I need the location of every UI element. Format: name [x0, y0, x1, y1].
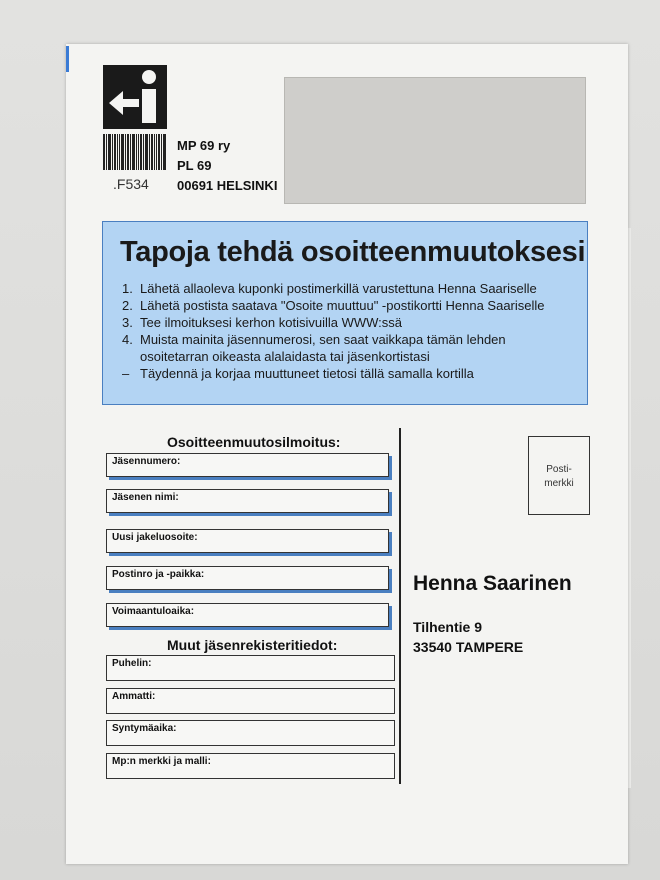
arrow-left-i-logo-icon	[103, 65, 167, 129]
info-title: Tapoja tehdä osoitteenmuutoksesi	[120, 236, 586, 268]
form-heading-address-change: Osoitteenmuutosilmoitus:	[167, 434, 341, 450]
stamp-box	[528, 436, 590, 515]
sender-address	[177, 136, 277, 196]
info-item: 2. Lähetä postista saatava "Osoite muuttuu" -postikortti Henna Saariselle	[122, 298, 545, 313]
form-heading-other-info: Muut jäsenrekisteritiedot:	[167, 637, 338, 653]
field-effective-date[interactable]: Voimaantuloaika:	[106, 603, 389, 627]
blue-edge-strip	[66, 46, 69, 72]
field-birth-date[interactable]: Syntymäaika:	[106, 720, 395, 746]
sender-po-box: PL 69	[177, 158, 212, 173]
recipient-address	[413, 617, 523, 657]
stamp-label: Posti- merkki	[544, 464, 574, 489]
field-postal-code[interactable]: Postinro ja -paikka:	[106, 566, 389, 590]
address-label-sticker	[284, 77, 586, 204]
sender-postal: 00691 HELSINKI	[177, 178, 278, 193]
recipient-name: Henna Saarinen	[413, 572, 572, 595]
info-item: 3. Tee ilmoituksesi kerhon kotisivuilla WWW:ssä	[122, 315, 402, 330]
field-profession[interactable]: Ammatti:	[106, 688, 395, 714]
field-member-number[interactable]: Jäsennumero:	[106, 453, 389, 477]
card-divider	[399, 428, 401, 784]
barcode	[103, 134, 167, 170]
info-list	[122, 280, 545, 382]
recipient-street: Tilhentie 9	[413, 619, 482, 635]
field-member-name[interactable]: Jäsenen nimi:	[106, 489, 389, 513]
sender-name: MP 69 ry	[177, 138, 231, 153]
sender-code: .F534	[113, 176, 149, 192]
field-phone[interactable]: Puhelin:	[106, 655, 395, 681]
recipient-city: 33540 TAMPERE	[413, 639, 524, 655]
info-item: osoitetarran oikeasta alalaidasta tai jäsenkortistasi	[140, 349, 430, 364]
info-item: – Täydennä ja korjaa muuttuneet tietosi tällä samalla kortilla	[122, 366, 474, 381]
info-item: 4. Muista mainita jäsennumerosi, sen saat vaikkapa tämän lehden	[122, 332, 506, 347]
info-item: 1. Lähetä allaoleva kuponki postimerkillä varustettuna Henna Saariselle	[122, 281, 537, 296]
field-motorcycle-model[interactable]: Mp:n merkki ja malli:	[106, 753, 395, 779]
field-new-address[interactable]: Uusi jakeluosoite:	[106, 529, 389, 553]
